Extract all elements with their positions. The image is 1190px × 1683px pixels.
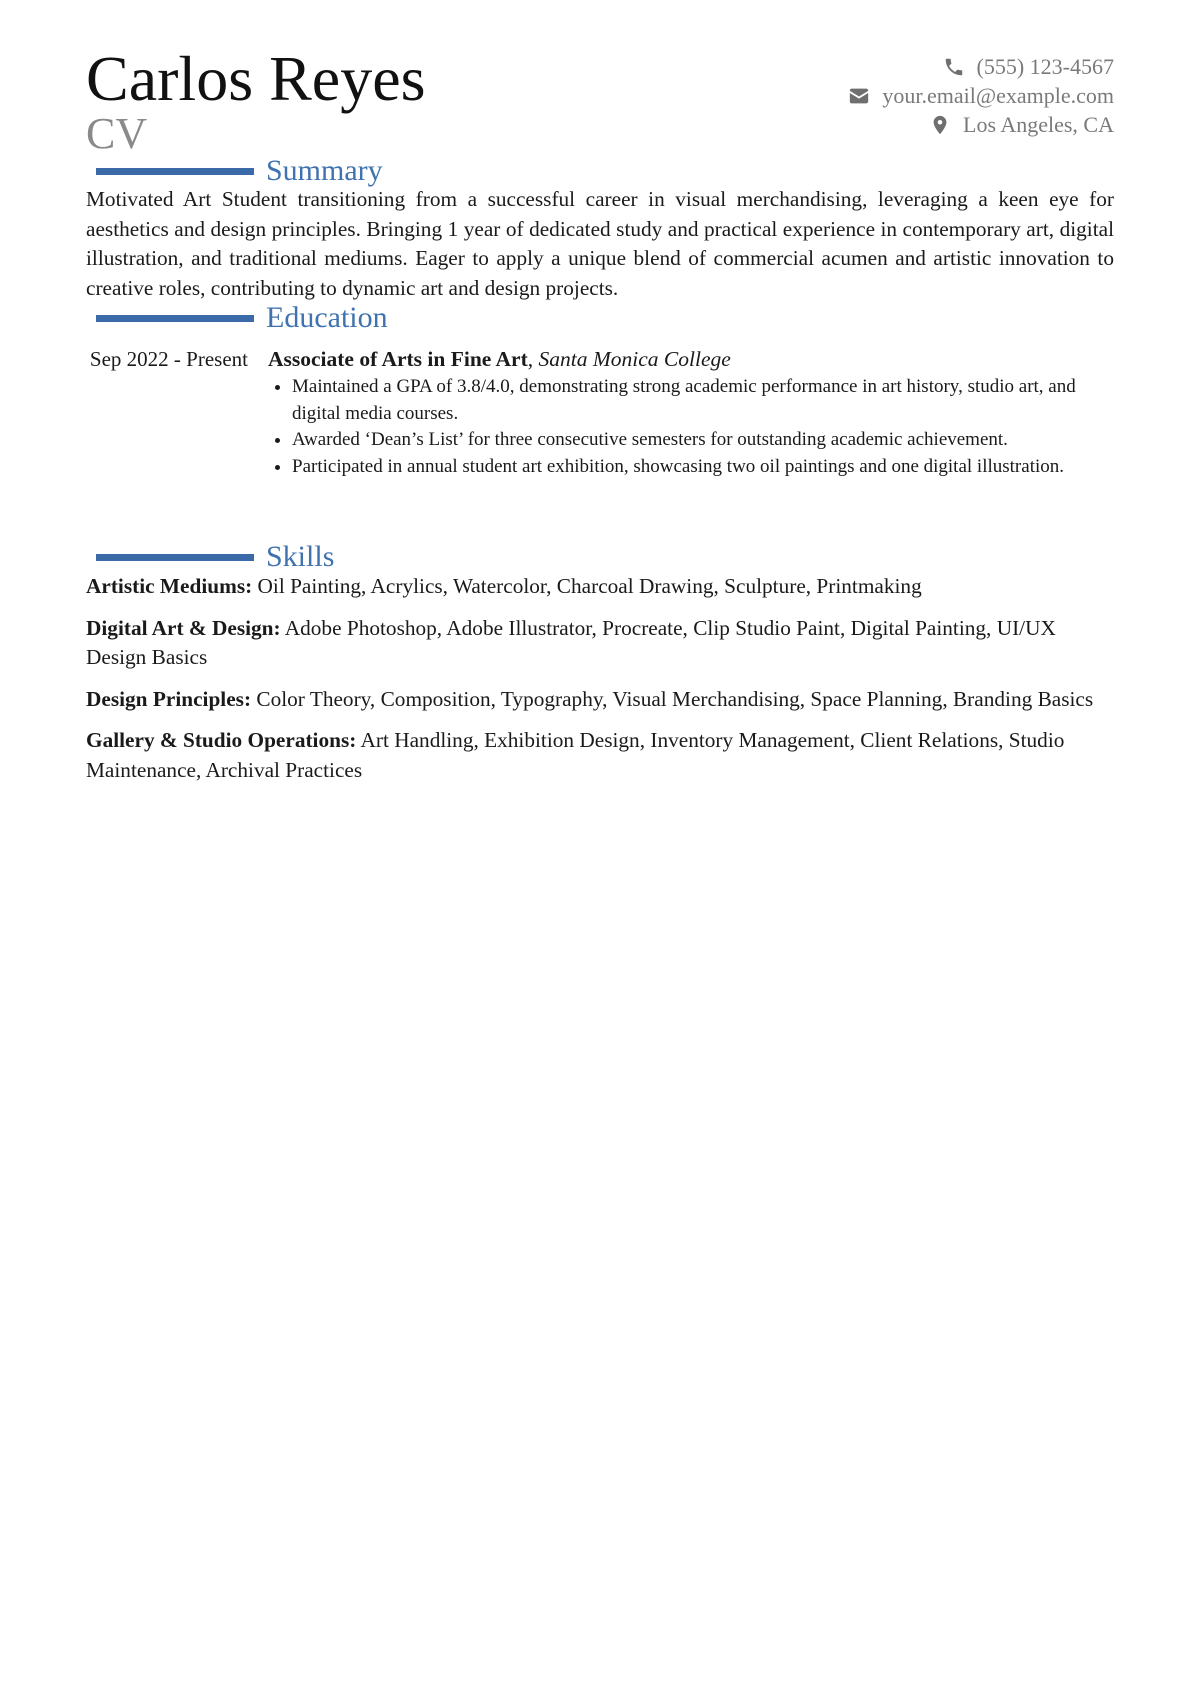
skill-value: Color Theory, Composition, Typography, Visual Merchandising, Space Planning, Branding Basics (251, 686, 1094, 711)
education-heading (96, 301, 388, 335)
skills-title: Skills (266, 540, 335, 573)
education-separator: , (527, 347, 539, 371)
map-marker-icon (929, 114, 951, 136)
section-accent-bar (96, 168, 254, 175)
contact-location (848, 110, 1114, 139)
skill-row (86, 726, 1114, 785)
email-text: your.email@example.com (882, 82, 1114, 108)
education-bullets (268, 374, 1114, 480)
skills-heading (96, 540, 334, 574)
skill-label: Design Principles: (86, 686, 252, 711)
education-school: Santa Monica College (538, 347, 731, 371)
phone-text: (555) 123-4567 (976, 53, 1114, 79)
education-date: Sep 2022 - Present (89, 347, 248, 371)
list-item: • Awarded ‘Dean’s List’ for three consecutive semesters for outstanding academic achievement. (292, 427, 1114, 454)
section-accent-bar (96, 554, 254, 561)
education-title-line (268, 345, 1114, 374)
skill-label: Gallery & Studio Operations: (86, 728, 357, 752)
skill-value: Adobe Photoshop, Adobe Illustrator, Procreate, Clip Studio Paint, Digital Painting, UI/UX Design Basics (86, 615, 1056, 669)
list-item: • Participated in annual student art exhibition, showcasing two oil paintings and one digital illustration. (292, 454, 1114, 481)
contact-block (848, 52, 1114, 139)
summary-title: Summary (266, 154, 383, 187)
skill-row (86, 685, 1114, 715)
phone-icon (943, 56, 965, 78)
education-entry (268, 345, 1114, 480)
candidate-name: Carlos Reyes (86, 43, 426, 114)
location-text: Los Angeles, CA (963, 111, 1114, 137)
envelope-icon (848, 85, 870, 107)
summary-text: Motivated Art Student transitioning from a successful career in visual merchandising, leveraging a keen eye for aesthetics and design principles. Bringing 1 year of dedicated study and practical experience in contemporary art, digital illustration, and traditional mediums. Eager to apply a unique blend of commercial acumen and artistic innovation to creative roles, contributing to dynamic art and design projects. (86, 187, 1114, 300)
list-item: • Maintained a GPA of 3.8/4.0, demonstrating strong academic performance in art history, studio art, and digital media courses. (292, 374, 1114, 427)
section-accent-bar (96, 315, 254, 322)
education-degree: Associate of Arts in Fine Art (268, 347, 528, 371)
contact-email[interactable] (848, 81, 1114, 110)
skills-list (86, 572, 1114, 797)
summary-heading (96, 154, 383, 188)
skill-label: Digital Art & Design: (86, 615, 281, 640)
skill-row (86, 572, 1114, 602)
skill-label: Artistic Mediums: (86, 574, 253, 598)
education-title: Education (266, 301, 388, 334)
skill-value: Oil Painting, Acrylics, Watercolor, Charcoal Drawing, Sculpture, Printmaking (252, 574, 922, 598)
contact-phone[interactable] (848, 52, 1114, 81)
skill-value: Art Handling, Exhibition Design, Inventory Management, Client Relations, Studio Maintenance, Archival Practices (86, 728, 1065, 782)
skill-row (86, 614, 1114, 673)
document-subtitle: CV (86, 109, 148, 158)
